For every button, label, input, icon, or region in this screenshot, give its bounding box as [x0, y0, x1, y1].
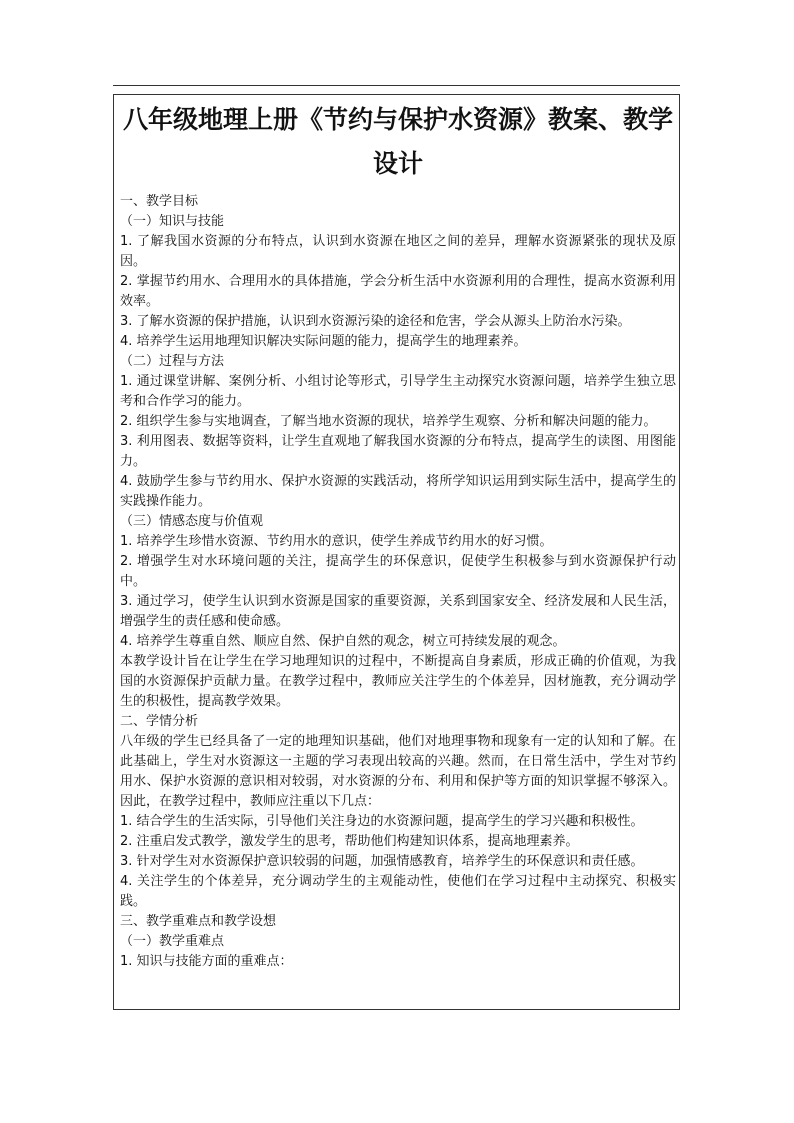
- subsection-heading: （三）情感态度与价值观: [120, 514, 264, 529]
- header-rule: [113, 85, 680, 86]
- list-item: 1. 知识与技能方面的重难点：: [120, 954, 293, 969]
- list-item: 2. 注重启发式教学，激发学生的思考，帮助他们构建知识体系，提高地理素养。: [120, 834, 579, 849]
- section-heading: 一、教学目标: [120, 194, 199, 209]
- list-item: 2. 组织学生参与实地调查，了解当地水资源的现状，培养学生观察、分析和解决问题的能力。: [120, 414, 657, 429]
- list-item: 4. 鼓励学生参与节约用水、保护水资源的实践活动，将所学知识运用到实际生活中，提高学生的实践操作能力。: [120, 474, 676, 509]
- document-content: [120, 98, 676, 972]
- list-item: 4. 关注学生的个体差异，充分调动学生的主观能动性，使他们在学习过程中主动探究、积极实践。: [120, 874, 676, 909]
- list-item: 3. 通过学习，使学生认识到水资源是国家的重要资源，关系到国家安全、经济发展和人民生活，增强学生的责任感和使命感。: [120, 594, 676, 629]
- list-item: 1. 通过课堂讲解、案例分析、小组讨论等形式，引导学生主动探究水资源问题，培养学生独立思考和合作学习的能力。: [120, 374, 676, 409]
- list-item: 3. 针对学生对水资源保护意识较弱的问题，加强情感教育，培养学生的环保意识和责任感。: [120, 854, 644, 869]
- section-heading: 三、教学重难点和教学设想: [120, 914, 277, 929]
- list-item: 3. 了解水资源的保护措施，认识到水资源污染的途径和危害，学会从源头上防治水污染。: [120, 314, 631, 329]
- list-item: 4. 培养学生运用地理知识解决实际问题的能力，提高学生的地理素养。: [120, 334, 527, 349]
- paragraph: 八年级的学生已经具备了一定的地理知识基础，他们对地理事物和现象有一定的认知和了解。在此基础上，学生对水资源这一主题的学习表现出较高的兴趣。然而，在日常生活中，学生对节约用水、保护水资源的意识相对较弱，对水资源的分布、利用和保护等方面的知识掌握不够深入。因此，在教学过程中，教师应注重以下几点：: [120, 734, 676, 809]
- list-item: 3. 利用图表、数据等资料，让学生直观地了解我国水资源的分布特点，提高学生的读图、用图能力。: [120, 434, 676, 469]
- document-body: [120, 192, 676, 972]
- list-item: 1. 培养学生珍惜水资源、节约用水的意识，使学生养成节约用水的好习惯。: [120, 534, 553, 549]
- list-item: 2. 掌握节约用水、合理用水的具体措施，学会分析生活中水资源利用的合理性，提高水资源利用效率。: [120, 274, 676, 309]
- subsection-heading: （二）过程与方法: [120, 354, 225, 369]
- list-item: 4. 培养学生尊重自然、顺应自然、保护自然的观念，树立可持续发展的观念。: [120, 634, 566, 649]
- subsection-heading: （一）知识与技能: [120, 214, 225, 229]
- section-heading: 二、学情分析: [120, 714, 199, 729]
- list-item: 2. 增强学生对水环境问题的关注，提高学生的环保意识，促使学生积极参与到水资源保护行动中。: [120, 554, 676, 589]
- subsection-heading: （一）教学重难点: [120, 934, 225, 949]
- list-item: 1. 结合学生的生活实际，引导他们关注身边的水资源问题，提高学生的学习兴趣和积极性。: [120, 814, 644, 829]
- document-title: 八年级地理上册《节约与保护水资源》教案、教学设计: [122, 105, 673, 178]
- list-item: 1. 了解我国水资源的分布特点，认识到水资源在地区之间的差异，理解水资源紧张的现状及原因。: [120, 234, 676, 269]
- paragraph: 本教学设计旨在让学生在学习地理知识的过程中，不断提高自身素质，形成正确的价值观，为我国的水资源保护贡献力量。在教学过程中，教师应关注学生的个体差异，因材施教，充分调动学生的积极性，提高教学效果。: [120, 654, 676, 709]
